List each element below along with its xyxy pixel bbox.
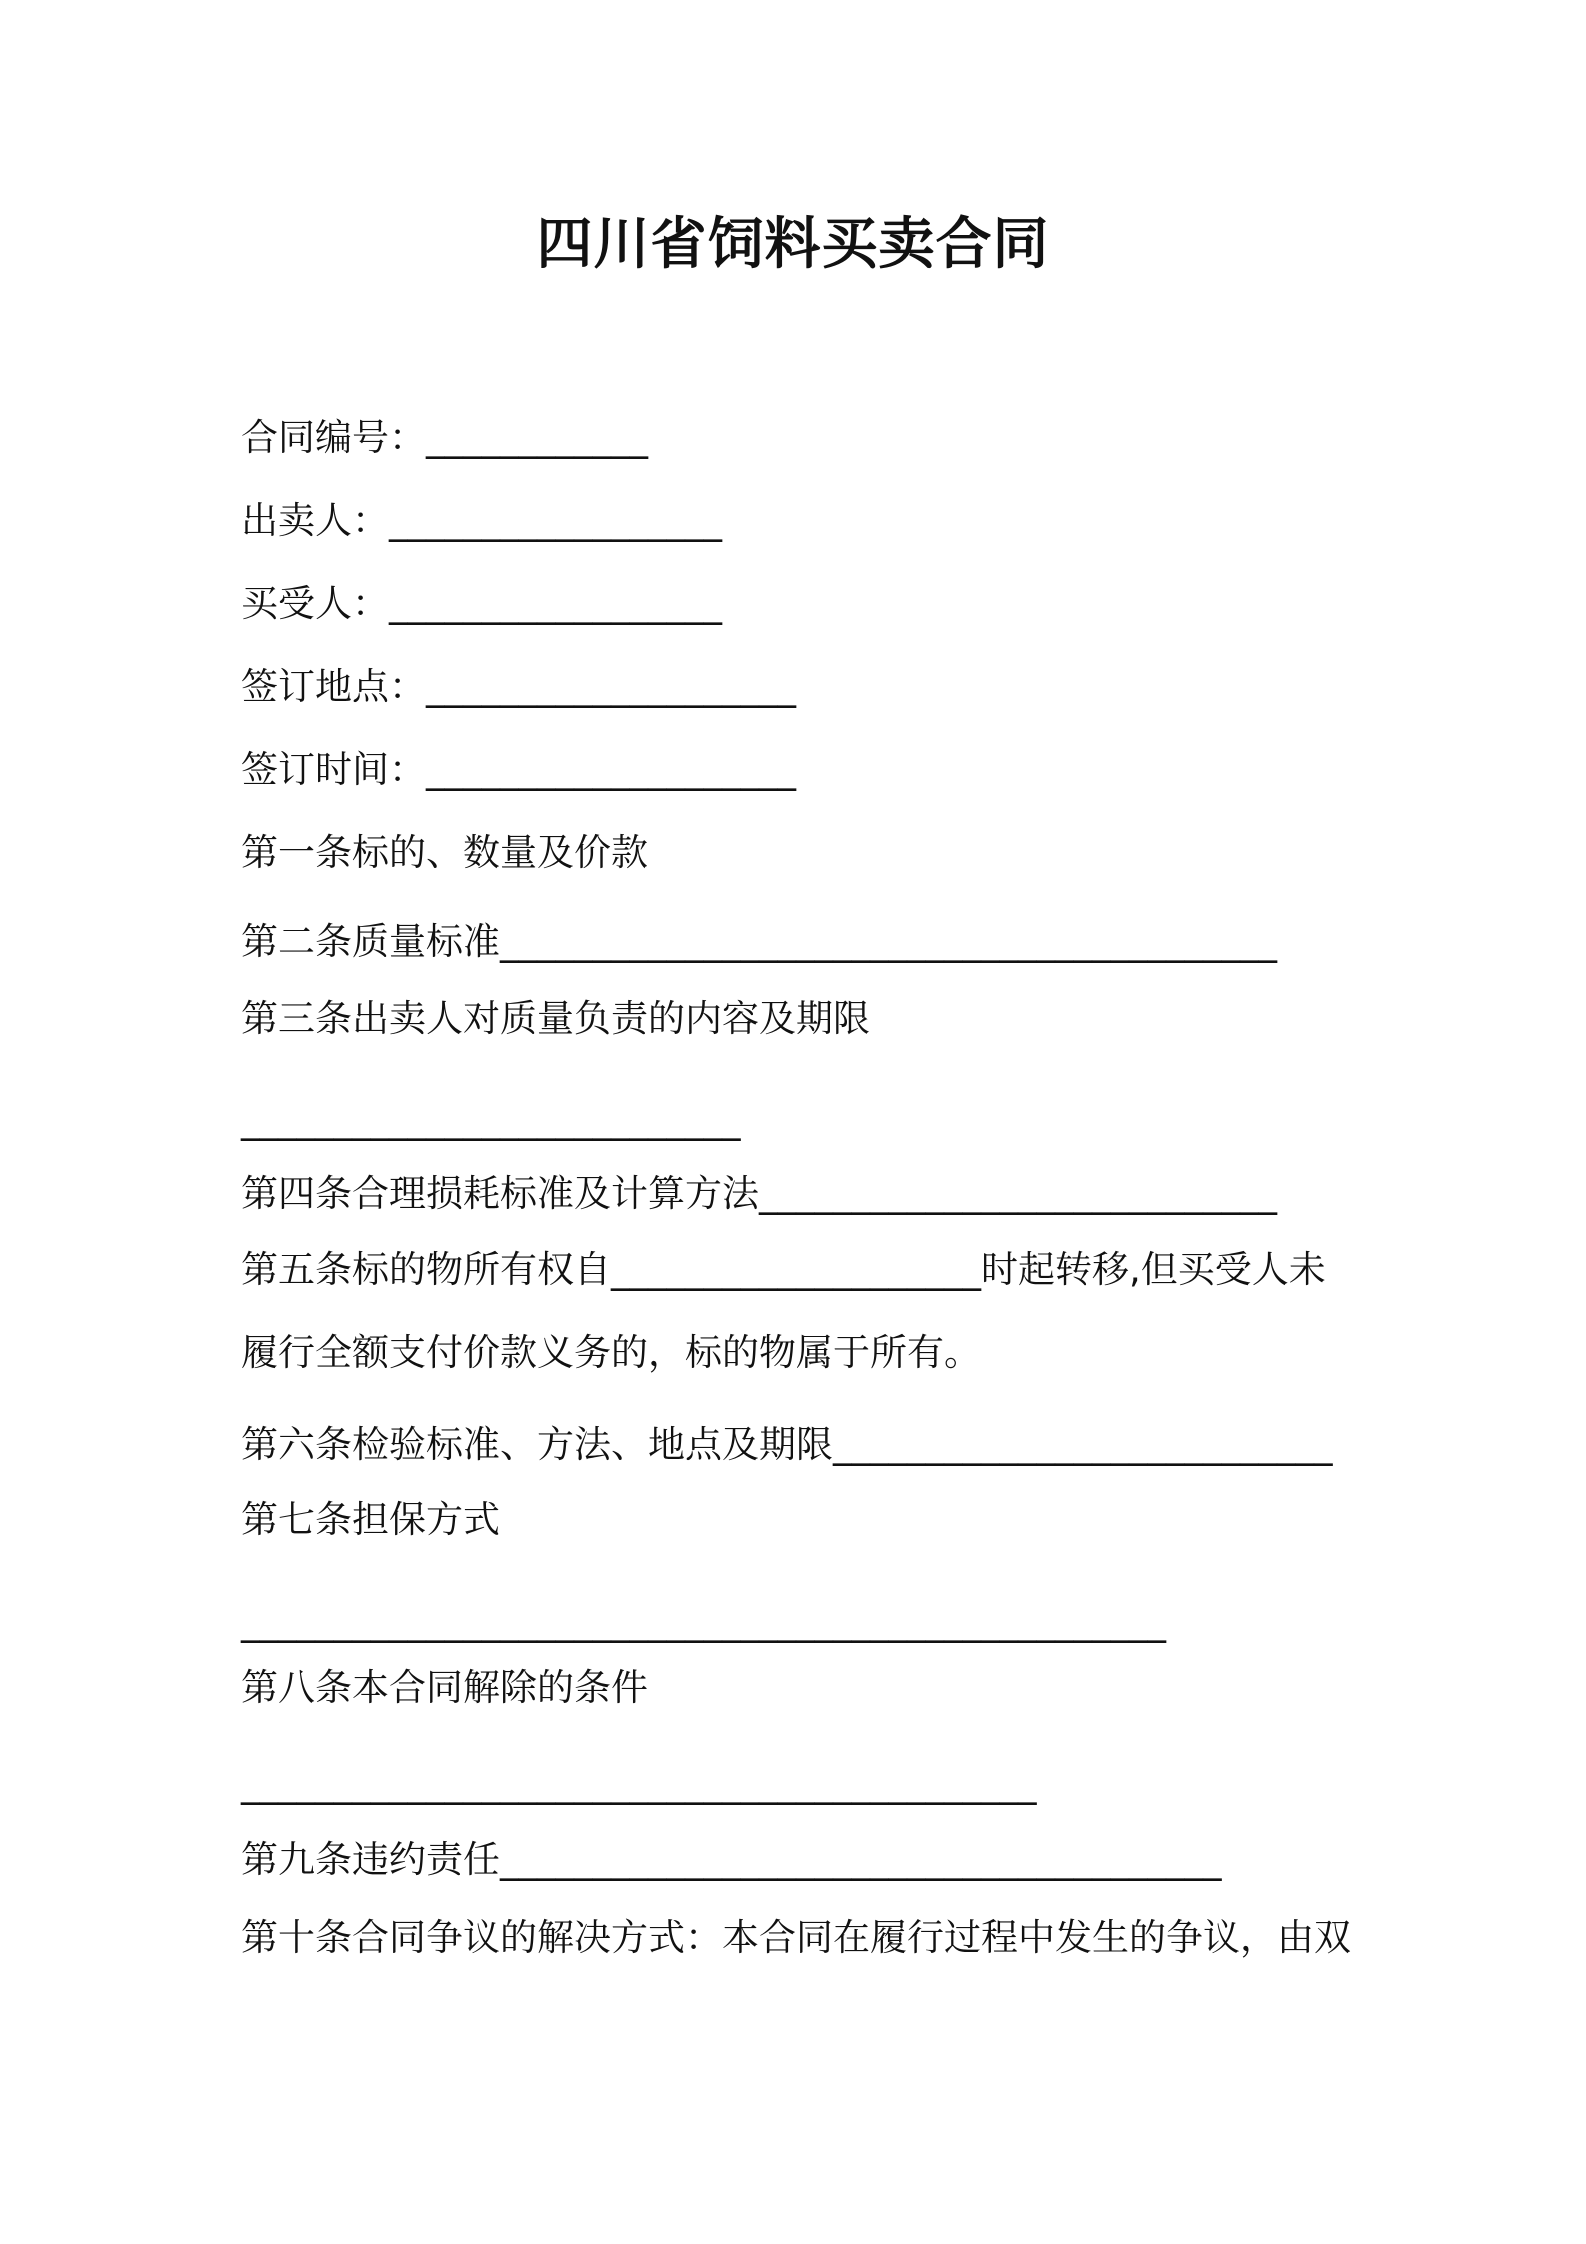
article-8-blank: ___________________________________________ (241, 1762, 1037, 1805)
field-sign-time: 签订时间：____________________ (241, 748, 796, 791)
field-sign-place: 签订地点：____________________ (241, 665, 796, 708)
article-6: 第六条检验标准、方法、地点及期限___________________________ (241, 1423, 1333, 1466)
article-7-blank: __________________________________________________ (241, 1600, 1166, 1643)
article-3: 第三条出卖人对质量负责的内容及期限 (241, 997, 870, 1040)
field-contract-number: 合同编号：____________ (241, 416, 648, 459)
field-buyer: 买受人：__________________ (241, 582, 722, 625)
article-9: 第九条违约责任_______________________________________ (241, 1838, 1222, 1881)
article-1: 第一条标的、数量及价款 (241, 831, 648, 874)
article-5-line1: 第五条标的物所有权自____________________时起转移,但买受人未 (241, 1248, 1326, 1291)
document-title: 四川省饲料买卖合同 (536, 212, 1050, 277)
article-3-blank: ___________________________ (241, 1098, 741, 1141)
article-2: 第二条质量标准__________________________________________ (241, 920, 1277, 963)
article-10: 第十条合同争议的解决方式：本合同在履行过程中发生的争议，由双 (241, 1916, 1351, 1959)
article-4: 第四条合理损耗标准及计算方法____________________________ (241, 1172, 1277, 1215)
field-seller: 出卖人：__________________ (241, 499, 722, 542)
article-5-line2: 履行全额支付价款义务的，标的物属于所有。 (241, 1331, 981, 1374)
article-8: 第八条本合同解除的条件 (241, 1666, 648, 1709)
article-7: 第七条担保方式 (241, 1498, 500, 1541)
